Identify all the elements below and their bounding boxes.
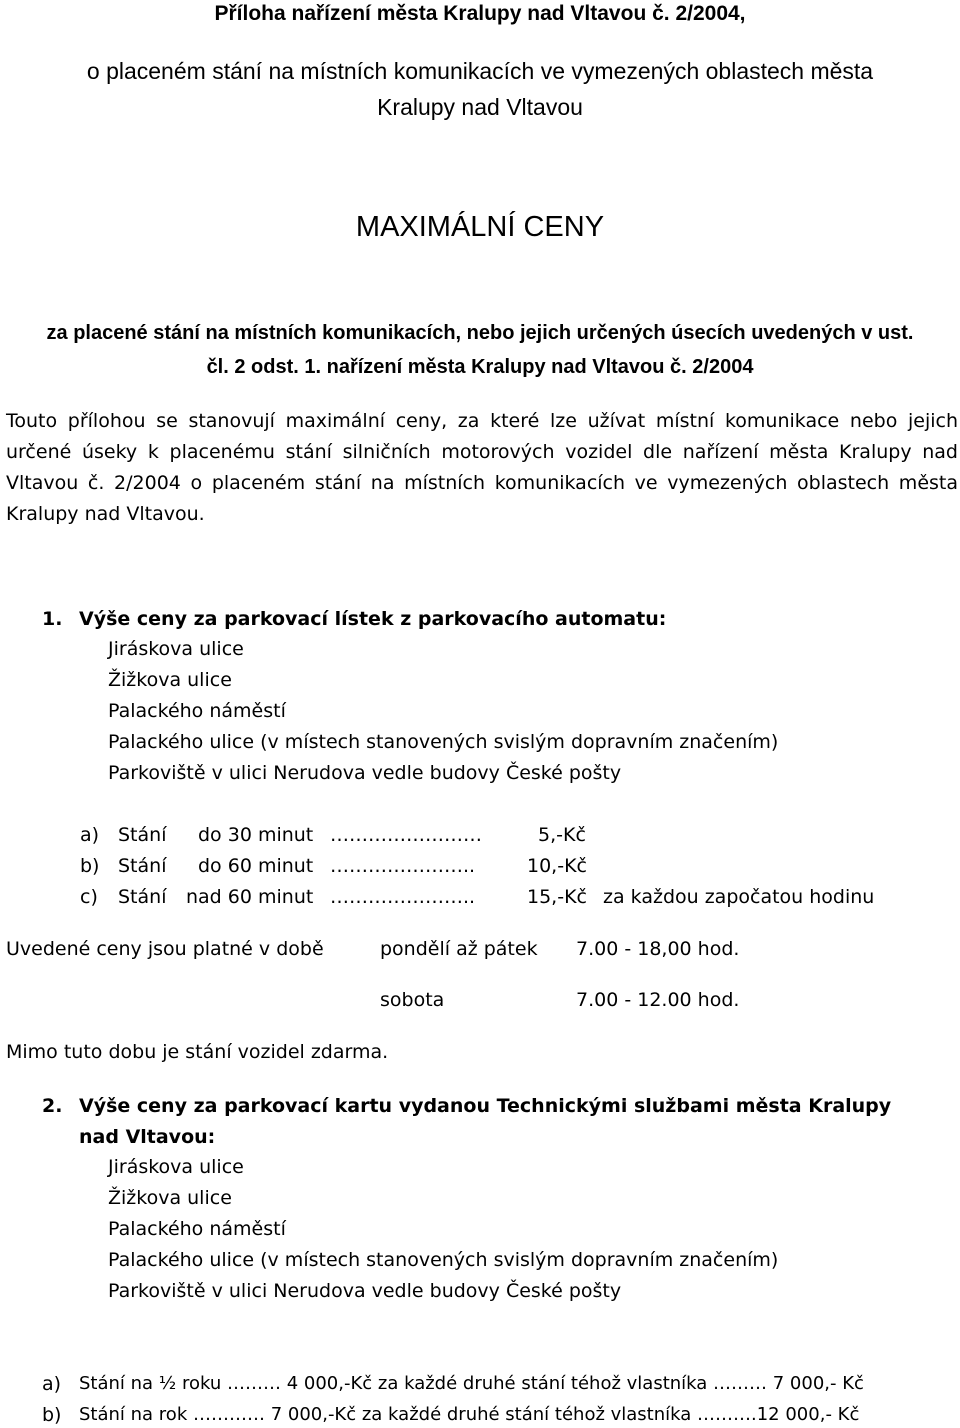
section1-location: Žižkova ulice bbox=[108, 669, 232, 691]
section1-heading: Výše ceny za parkovací lístek z parkovacího automatu: bbox=[79, 608, 667, 630]
validity-days: pondělí až pátek bbox=[380, 938, 538, 960]
section2-heading: Výše ceny za parkovací kartu vydanou Technickými službami města Kralupy bbox=[79, 1095, 892, 1117]
header-title-line3: Kralupy nad Vltavou bbox=[377, 94, 583, 120]
section1-number: 1. bbox=[42, 608, 63, 630]
section2-location: Žižkova ulice bbox=[108, 1187, 232, 1209]
validity-hours: 7.00 - 12.00 hod. bbox=[576, 989, 740, 1011]
price-row-duration: do 30 minut bbox=[198, 824, 314, 846]
price-row-letter: a) bbox=[80, 824, 100, 846]
price-row-letter: c) bbox=[80, 886, 98, 908]
section2-number: 2. bbox=[42, 1095, 63, 1117]
section2-location: Parkoviště v ulici Nerudova vedle budovy České pošty bbox=[108, 1280, 622, 1302]
price-row-dots: …………………… bbox=[330, 824, 482, 846]
price-row-price: 5,-Kč bbox=[538, 824, 586, 846]
section1-location: Palackého ulice (v místech stanovených svislým dopravním značením) bbox=[108, 731, 779, 753]
price-row-letter: b) bbox=[80, 855, 100, 877]
subtitle-line2: čl. 2 odst. 1. nařízení města Kralupy nad Vltavou č. 2/2004 bbox=[206, 356, 754, 378]
header-title-line1: Příloha nařízení města Kralupy nad Vltavou č. 2/2004, bbox=[214, 2, 746, 25]
intro-paragraph: Touto přílohou se stanovují maximální ceny, za které lze užívat místní komunikace nebo jejich určené úseky k placenému stání silničních motorových vozidel dle nařízení města Kralupy nad Vltavou č. 2/2004 o placeném stání na místních komunikacích ve vymezených oblastech města Kralupy nad Vltavou. bbox=[6, 410, 958, 525]
price-row-dots: ………………….. bbox=[330, 886, 476, 908]
price-row-label: Stání bbox=[118, 824, 167, 846]
card-price-letter: b) bbox=[42, 1404, 62, 1426]
subtitle-line1: za placené stání na místních komunikacích, nebo jejich určených úsecích uvedených v ust. bbox=[46, 322, 914, 344]
header-title-line2: o placeném stání na místních komunikacích ve vymezených oblastech města bbox=[86, 58, 874, 84]
section2-location: Palackého náměstí bbox=[108, 1218, 286, 1240]
section2-location: Palackého ulice (v místech stanovených svislým dopravním značením) bbox=[108, 1249, 779, 1271]
section1-location: Palackého náměstí bbox=[108, 700, 286, 722]
card-price-text: Stání na ½ roku ……… 4 000,-Kč za každé druhé stání téhož vlastníka ……… 7 000,- Kč bbox=[79, 1373, 864, 1394]
section2-heading-cont: nad Vltavou: bbox=[79, 1126, 216, 1148]
price-row-duration: do 60 minut bbox=[198, 855, 314, 877]
card-price-text: Stání na rok ………… 7 000,-Kč za každé druhé stání téhož vlastníka ……….12 000,- Kč bbox=[79, 1404, 860, 1425]
validity-label: Uvedené ceny jsou platné v době bbox=[6, 938, 324, 960]
price-row-price: 10,-Kč bbox=[527, 855, 587, 877]
section2-location: Jiráskova ulice bbox=[108, 1156, 244, 1178]
price-row-label: Stání bbox=[118, 855, 167, 877]
card-price-letter: a) bbox=[42, 1373, 62, 1395]
price-row-label: Stání bbox=[118, 886, 167, 908]
section1-location: Jiráskova ulice bbox=[108, 638, 244, 660]
price-row-dots: ………………….. bbox=[330, 855, 476, 877]
free-parking-note: Mimo tuto dobu je stání vozidel zdarma. bbox=[6, 1041, 389, 1063]
section1-location: Parkoviště v ulici Nerudova vedle budovy České pošty bbox=[108, 762, 622, 784]
price-row-duration: nad 60 minut bbox=[186, 886, 314, 908]
validity-days: sobota bbox=[380, 989, 445, 1011]
validity-hours: 7.00 - 18,00 hod. bbox=[576, 938, 740, 960]
price-row-price: 15,-Kč bbox=[527, 886, 587, 908]
price-row-note: za každou započatou hodinu bbox=[603, 886, 875, 908]
main-title: MAXIMÁLNÍ CENY bbox=[355, 211, 605, 243]
